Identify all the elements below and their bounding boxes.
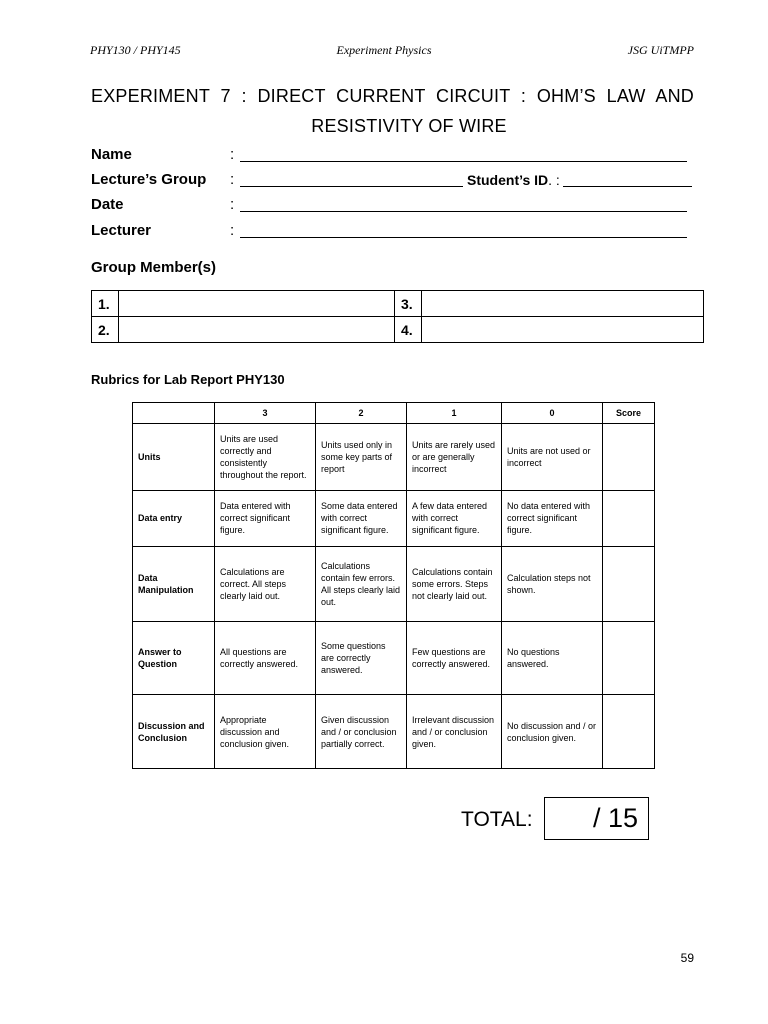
rubric-cell-0: No questions answered. (502, 621, 603, 695)
rubric-cell-0: No discussion and / or conclusion given. (502, 695, 603, 769)
rubric-cell-3: Data entered with correct significant figure. (215, 490, 316, 546)
group-members-row (92, 291, 704, 317)
date-label: Date (91, 196, 124, 213)
total-label: TOTAL: (461, 808, 533, 831)
rubric-table (132, 402, 655, 769)
rubric-cell-0: No data entered with correct significant figure. (502, 490, 603, 546)
rubric-cell-0: Calculation steps not shown. (502, 547, 603, 622)
header-institution: JSG UiTMPP (627, 43, 694, 57)
rubric-criterion: Answer to Question (133, 621, 215, 695)
lecturer-blank-line[interactable] (240, 237, 687, 238)
lecture-group-colon: : (230, 171, 235, 188)
rubric-row-answer-to-question (133, 621, 655, 695)
rubric-score-cell[interactable] (603, 547, 655, 622)
member-entry-cell[interactable] (422, 291, 704, 317)
rubric-cell-2: Given discussion and / or conclusion partially correct. (316, 695, 407, 769)
rubric-criterion: Units (133, 424, 215, 491)
rubric-cell-2: Some data entered with correct significant figure. (316, 490, 407, 546)
lecturer-label: Lecturer (91, 222, 152, 239)
rubric-cell-3: Calculations are correct. All steps clearly laid out. (215, 547, 316, 622)
rubric-cell-1: A few data entered with correct significant figure. (407, 490, 502, 546)
rubric-row-data-entry (133, 490, 655, 546)
name-label: Name (91, 146, 132, 163)
rubric-cell-3: Appropriate discussion and conclusion given. (215, 695, 316, 769)
rubric-cell-3: All questions are correctly answered. (215, 621, 316, 695)
member-number: 1. (92, 291, 119, 317)
rubric-header-score-1: 1 (407, 403, 502, 424)
experiment-title-line1: EXPERIMENT 7 : DIRECT CURRENT CIRCUIT : OHM’S LAW AND (91, 86, 694, 106)
student-id-label (467, 172, 560, 188)
rubric-criterion: Data entry (133, 490, 215, 546)
name-colon: : (230, 146, 235, 163)
member-number: 4. (395, 317, 422, 343)
rubric-header-blank (133, 403, 215, 424)
page-number: 59 (680, 951, 694, 965)
lecture-group-label: Lecture’s Group (91, 171, 207, 188)
rubric-criterion: Discussion and Conclusion (133, 695, 215, 769)
student-id-colon: . : (548, 172, 560, 188)
rubric-cell-3: Units are used correctly and consistently throughout the report. (215, 424, 316, 491)
member-number: 2. (92, 317, 119, 343)
rubric-cell-2: Units used only in some key parts of report (316, 424, 407, 491)
rubric-cell-2: Calculations contain few errors. All steps clearly laid out. (316, 547, 407, 622)
date-colon: : (230, 196, 235, 213)
lecture-group-blank-line[interactable] (240, 186, 463, 187)
total-score-box[interactable]: / 15 (544, 797, 649, 840)
rubric-row-data-manipulation (133, 547, 655, 622)
rubric-row-discussion (133, 695, 655, 769)
group-members-row (92, 317, 704, 343)
rubric-header-score-3: 3 (215, 403, 316, 424)
lecturer-colon: : (230, 222, 235, 239)
group-members-title: Group Member(s) (91, 259, 217, 276)
rubric-score-cell[interactable] (603, 490, 655, 546)
student-id-label-text: Student’s ID (467, 172, 549, 188)
rubric-cell-1: Units are rarely used or are generally incorrect (407, 424, 502, 491)
name-blank-line[interactable] (240, 161, 687, 162)
group-members-table (91, 290, 704, 343)
rubric-header-score-2: 2 (316, 403, 407, 424)
member-entry-cell[interactable] (119, 317, 395, 343)
experiment-title-line2: RESISTIVITY OF WIRE (311, 116, 507, 136)
member-entry-cell[interactable] (119, 291, 395, 317)
rubric-cell-1: Few questions are correctly answered. (407, 621, 502, 695)
rubric-score-cell[interactable] (603, 695, 655, 769)
rubric-cell-1: Calculations contain some errors. Steps not clearly laid out. (407, 547, 502, 622)
rubric-header-score-0: 0 (502, 403, 603, 424)
member-number: 3. (395, 291, 422, 317)
rubric-criterion: Data Manipulation (133, 547, 215, 622)
rubric-score-cell[interactable] (603, 621, 655, 695)
rubric-header-row (133, 403, 655, 424)
student-id-blank-line[interactable] (563, 186, 692, 187)
rubric-header-score: Score (603, 403, 655, 424)
member-entry-cell[interactable] (422, 317, 704, 343)
header-subject: Experiment Physics (336, 43, 432, 57)
rubric-cell-2: Some questions are correctly answered. (316, 621, 407, 695)
rubric-title: Rubrics for Lab Report PHY130 (91, 372, 285, 387)
header-course-code: PHY130 / PHY145 (90, 43, 181, 57)
date-blank-line[interactable] (240, 211, 687, 212)
rubric-cell-0: Units are not used or incorrect (502, 424, 603, 491)
rubric-cell-1: Irrelevant discussion and / or conclusion given. (407, 695, 502, 769)
rubric-row-units (133, 424, 655, 491)
rubric-score-cell[interactable] (603, 424, 655, 491)
